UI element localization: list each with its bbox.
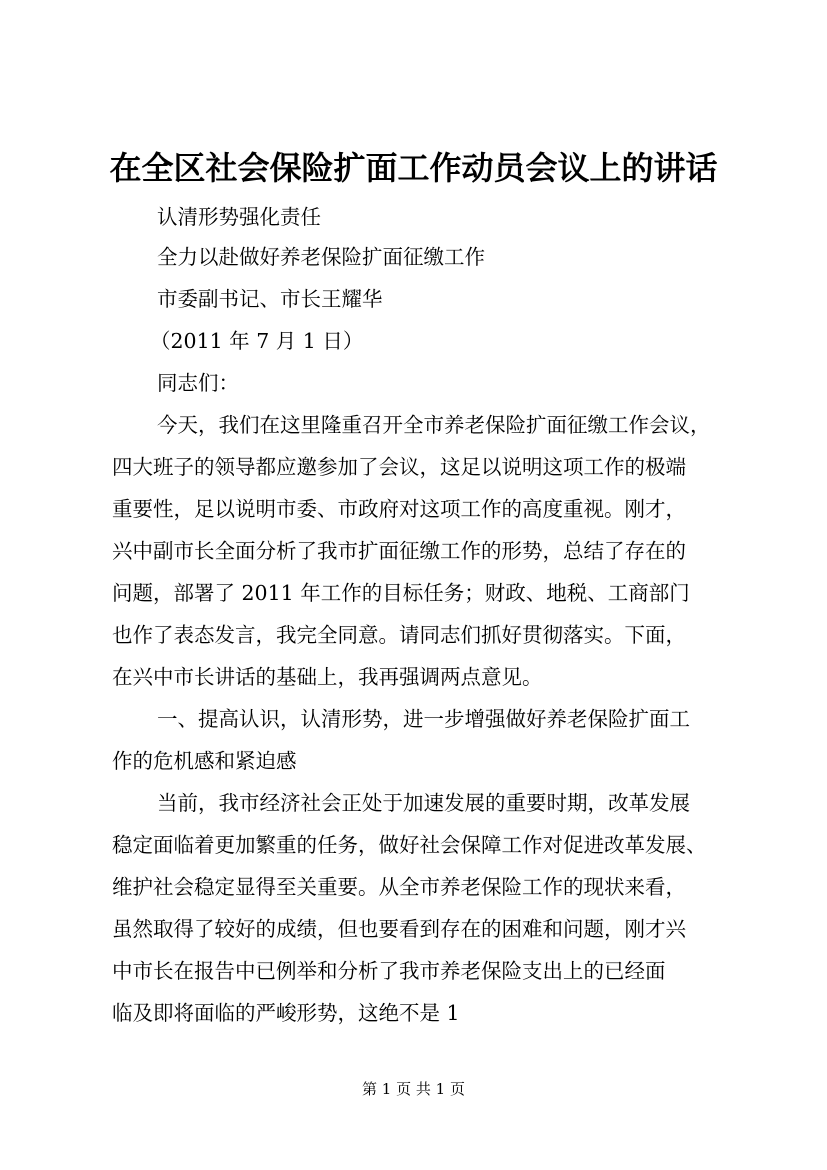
body-line: 问题，部署了 2011 年工作的目标任务；财政、地税、工商部门	[112, 581, 690, 605]
body-line: 在兴中市长讲话的基础上，我再强调两点意见。	[112, 665, 543, 689]
body-line: 中市长在报告中已例举和分析了我市养老保险支出上的已经面	[112, 959, 666, 983]
body-line: 当前，我市经济社会正处于加速发展的重要时期，改革发展	[157, 791, 690, 815]
subtitle-line-2: 全力以赴做好养老保险扩面征缴工作	[157, 245, 485, 269]
page-footer: 第 1 页 共 1 页	[362, 1080, 465, 1098]
section-heading-line: 作的危机感和紧迫感	[112, 749, 297, 773]
body-line: 临及即将面临的严峻形势，这绝不是 1	[112, 1001, 460, 1025]
body-line: 兴中副市长全面分析了我市扩面征缴工作的形势，总结了存在的	[112, 539, 686, 563]
section-heading-line: 一、提高认识，认清形势，进一步增强做好养老保险扩面工	[157, 707, 690, 731]
subtitle-line-1: 认清形势强化责任	[157, 205, 321, 229]
body-line: 维护社会稳定显得至关重要。从全市养老保险工作的现状来看，	[112, 875, 686, 899]
date-line: （2011 年 7 月 1 日）	[150, 329, 364, 353]
body-line: 重要性，足以说明市委、市政府对这项工作的高度重视。刚才，	[112, 497, 686, 521]
salutation-line: 同志们：	[157, 371, 239, 395]
body-line: 虽然取得了较好的成绩，但也要看到存在的困难和问题，刚才兴	[112, 917, 686, 941]
body-line: 四大班子的领导都应邀参加了会议，这足以说明这项工作的极端	[112, 455, 686, 479]
body-line: 稳定面临着更加繁重的任务，做好社会保障工作对促进改革发展、	[112, 833, 707, 857]
speaker-line: 市委副书记、市长王耀华	[157, 287, 383, 311]
body-line: 今天，我们在这里隆重召开全市养老保险扩面征缴工作会议，	[157, 413, 711, 437]
document-title: 在全区社会保险扩面工作动员会议上的讲话	[109, 149, 718, 187]
body-line: 也作了表态发言，我完全同意。请同志们抓好贯彻落实。下面，	[112, 623, 686, 647]
